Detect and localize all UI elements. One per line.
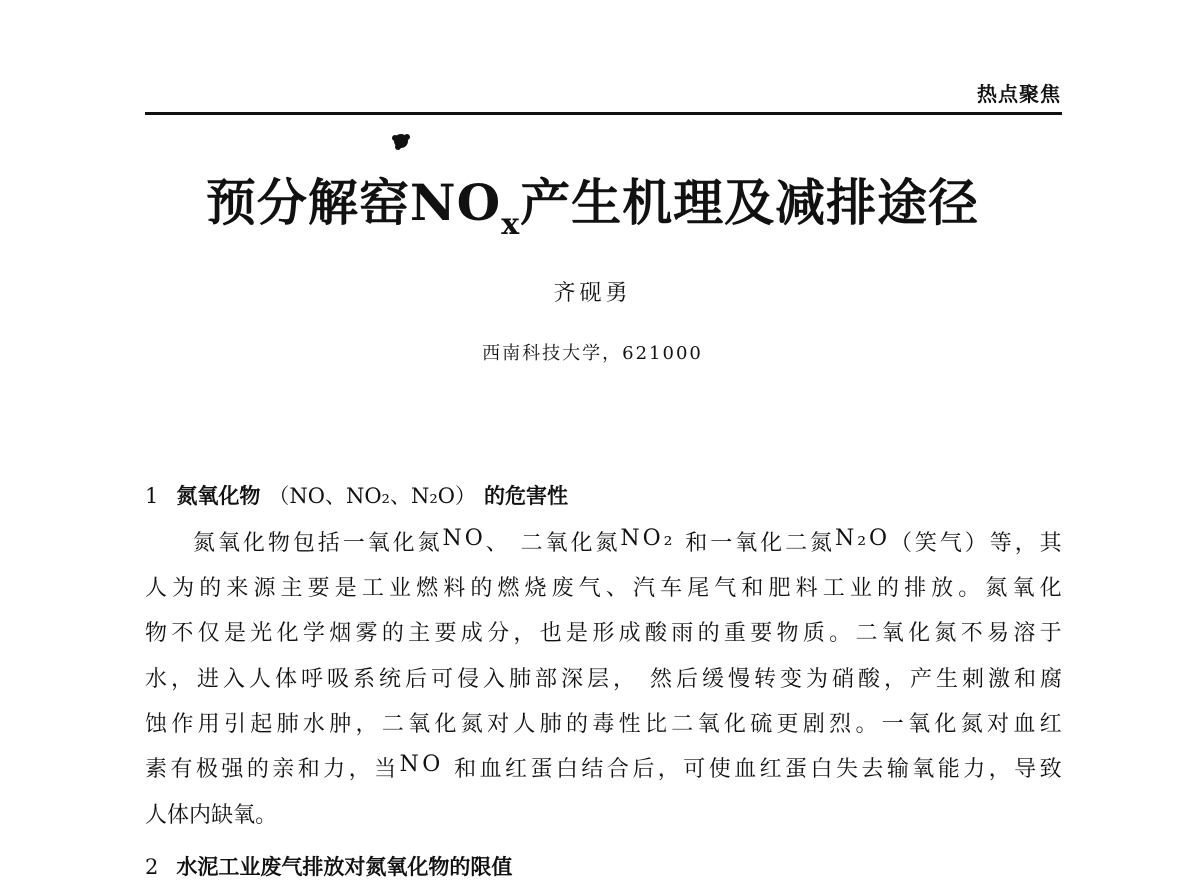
line-glyph: 氮 xyxy=(193,531,216,556)
line-glyph: 溶 xyxy=(1013,621,1036,646)
line-glyph: 和 xyxy=(741,576,764,601)
line-glyph: 一 xyxy=(881,712,904,737)
line-glyph: 料 xyxy=(443,576,466,601)
line-glyph: O xyxy=(422,752,441,777)
line-glyph: 化 xyxy=(392,531,415,556)
line-glyph: 雨 xyxy=(671,621,694,646)
line-glyph: 人 xyxy=(145,576,168,601)
line-glyph: 肺 xyxy=(276,712,299,737)
line-glyph: 气 xyxy=(939,531,962,556)
line-glyph: 化 xyxy=(276,621,299,646)
line-glyph: 能 xyxy=(937,757,960,782)
line-glyph: 转 xyxy=(753,667,776,692)
line-glyph: 烧 xyxy=(524,576,547,601)
line-glyph: 氮 xyxy=(985,576,1008,601)
line-glyph: 当 xyxy=(374,757,397,782)
line-glyph: 入 xyxy=(223,667,246,692)
line-glyph: 。 xyxy=(255,803,278,828)
line-glyph xyxy=(639,662,646,693)
line-glyph: 极 xyxy=(195,757,218,782)
line-glyph: 仅 xyxy=(197,621,220,646)
line-glyph: 血 xyxy=(1013,712,1036,737)
line-glyph: 肥 xyxy=(768,576,791,601)
paragraph-line xyxy=(145,798,1062,829)
line-glyph: 光 xyxy=(250,621,273,646)
line-glyph: 氮 xyxy=(960,712,983,737)
line-glyph: 酸 xyxy=(857,667,880,692)
line-glyph: 二 xyxy=(671,712,694,737)
line-glyph: 血 xyxy=(734,757,757,782)
line-glyph: 合 xyxy=(606,757,629,782)
line-glyph: 慢 xyxy=(727,667,750,692)
line-glyph: 易 xyxy=(987,621,1010,646)
line-glyph: 来 xyxy=(226,576,249,601)
line-glyph: 失 xyxy=(835,757,858,782)
line-glyph: 源 xyxy=(253,576,276,601)
line-glyph: ， xyxy=(988,757,1011,782)
line-glyph: 刺 xyxy=(961,667,984,692)
title-prefix: 预分解窑NO xyxy=(205,173,502,232)
line-glyph: 后 xyxy=(632,757,655,782)
line-glyph: 二 xyxy=(855,621,878,646)
line-glyph: 放 xyxy=(931,576,954,601)
line-glyph: 肺 xyxy=(539,712,562,737)
line-glyph: 化 xyxy=(1039,576,1062,601)
line-glyph: 氧 xyxy=(233,803,256,828)
line-glyph: 物 xyxy=(776,621,799,646)
line-glyph: 为 xyxy=(805,667,828,692)
line-glyph: 蚀 xyxy=(145,712,168,737)
line-glyph: 侵 xyxy=(457,667,480,692)
line-glyph: 二 xyxy=(381,712,404,737)
line-glyph: 的 xyxy=(381,621,404,646)
line-glyph: ， xyxy=(613,667,636,692)
header-rule xyxy=(145,112,1062,115)
line-glyph: 引 xyxy=(223,712,246,737)
line-glyph: 要 xyxy=(307,576,330,601)
line-glyph: 亲 xyxy=(272,757,295,782)
line-glyph: 水 xyxy=(145,667,168,692)
line-glyph: 的 xyxy=(566,712,589,737)
line-glyph: 系 xyxy=(353,667,376,692)
line-glyph: 变 xyxy=(779,667,802,692)
line-glyph: 产 xyxy=(909,667,932,692)
line-glyph: 要 xyxy=(434,621,457,646)
line-glyph: 燃 xyxy=(497,576,520,601)
line-glyph: 体 xyxy=(275,667,298,692)
line-glyph: 后 xyxy=(405,667,428,692)
line-glyph: 缺 xyxy=(211,803,234,828)
line-glyph: 业 xyxy=(849,576,872,601)
line-glyph: 工 xyxy=(822,576,845,601)
line-glyph: 汽 xyxy=(632,576,655,601)
line-glyph: 氧 xyxy=(697,712,720,737)
line-glyph: 人 xyxy=(249,667,272,692)
paragraph-line xyxy=(145,571,1062,602)
line-glyph: 二 xyxy=(785,531,808,556)
paragraph-line xyxy=(145,616,1062,647)
line-glyph: 氧 xyxy=(912,757,935,782)
line-glyph: ， xyxy=(355,712,378,737)
line-glyph: 雾 xyxy=(355,621,378,646)
line-glyph: 人 xyxy=(145,803,168,828)
line-glyph: 于 xyxy=(1039,621,1062,646)
line-glyph: 有 xyxy=(170,757,193,782)
line-glyph: ， xyxy=(513,621,536,646)
line-glyph: 不 xyxy=(171,621,194,646)
line-glyph: 强 xyxy=(221,757,244,782)
line-glyph: N xyxy=(620,526,640,551)
line-glyph: 氧 xyxy=(545,531,568,556)
line-glyph: 然 xyxy=(649,667,672,692)
line-glyph: 体 xyxy=(167,803,190,828)
running-header-section-label: 热点聚焦 xyxy=(977,82,1061,106)
line-glyph: 可 xyxy=(683,757,706,782)
line-glyph: 工 xyxy=(361,576,384,601)
line-glyph: N xyxy=(442,526,462,551)
line-glyph: 肿 xyxy=(329,712,352,737)
line-glyph: 去 xyxy=(861,757,884,782)
line-glyph: ， xyxy=(1014,531,1037,556)
paragraph-line xyxy=(145,707,1062,738)
paragraph-line xyxy=(145,662,1062,693)
section-1-heading-suffix: 的危害性 xyxy=(484,484,568,508)
line-glyph: 力 xyxy=(963,757,986,782)
line-glyph: 和 xyxy=(454,757,477,782)
line-glyph: 化 xyxy=(723,712,746,737)
line-glyph: 、 xyxy=(605,576,628,601)
section-1-heading xyxy=(145,480,568,510)
article-title xyxy=(0,168,1185,246)
line-glyph: 废 xyxy=(551,576,574,601)
line-glyph: 主 xyxy=(280,576,303,601)
line-glyph: N xyxy=(399,752,419,777)
line-glyph: 、 xyxy=(485,531,508,556)
line-glyph: 质 xyxy=(802,621,825,646)
line-glyph: 氧 xyxy=(217,531,240,556)
line-glyph: 尾 xyxy=(687,576,710,601)
line-glyph: 物 xyxy=(145,621,168,646)
line-glyph: 一 xyxy=(710,531,733,556)
line-glyph: 等 xyxy=(989,531,1012,556)
line-glyph: 硫 xyxy=(750,712,773,737)
line-glyph: 重 xyxy=(723,621,746,646)
line-glyph: 也 xyxy=(539,621,562,646)
line-glyph: 气 xyxy=(714,576,737,601)
line-glyph: 氮 xyxy=(460,712,483,737)
line-glyph: 分 xyxy=(487,621,510,646)
line-glyph: 红 xyxy=(1039,712,1062,737)
line-glyph: 化 xyxy=(908,621,931,646)
line-glyph xyxy=(444,752,451,783)
line-glyph: 烈 xyxy=(829,712,852,737)
line-glyph: 和 xyxy=(297,757,320,782)
section-2-heading xyxy=(145,851,512,881)
line-glyph: 对 xyxy=(487,712,510,737)
line-glyph: 素 xyxy=(145,757,168,782)
line-glyph: 对 xyxy=(987,712,1010,737)
line-glyph: 统 xyxy=(379,667,402,692)
line-glyph: 的 xyxy=(199,576,222,601)
line-glyph: 使 xyxy=(708,757,731,782)
line-glyph: 的 xyxy=(876,576,899,601)
line-glyph: 腐 xyxy=(1039,667,1062,692)
line-glyph: 的 xyxy=(246,757,269,782)
line-glyph: 可 xyxy=(431,667,454,692)
line-glyph: 氮 xyxy=(417,531,440,556)
line-glyph: 料 xyxy=(795,576,818,601)
line-glyph: 肺 xyxy=(509,667,532,692)
line-glyph: 氧 xyxy=(908,712,931,737)
line-glyph: 化 xyxy=(570,531,593,556)
line-glyph: ， xyxy=(657,757,680,782)
line-glyph: 剧 xyxy=(802,712,825,737)
paragraph-line xyxy=(145,752,1062,783)
line-glyph: ₂ xyxy=(663,526,673,551)
line-glyph: 用 xyxy=(197,712,220,737)
line-glyph: 主 xyxy=(408,621,431,646)
line-glyph: 氧 xyxy=(881,621,904,646)
line-glyph: 氮 xyxy=(595,531,618,556)
line-glyph: 不 xyxy=(960,621,983,646)
line-glyph: 进 xyxy=(197,667,220,692)
line-glyph: 激 xyxy=(987,667,1010,692)
line-glyph: 成 xyxy=(460,621,483,646)
author-affiliation: 西南科技大学，621000 xyxy=(482,343,703,364)
line-glyph: ， xyxy=(171,667,194,692)
line-glyph: 白 xyxy=(555,757,578,782)
section-1-number: 1 xyxy=(145,484,159,508)
line-glyph: 作 xyxy=(171,712,194,737)
line-glyph: O xyxy=(868,526,887,551)
line-glyph: N xyxy=(835,526,855,551)
line-glyph: 后 xyxy=(675,667,698,692)
line-glyph: 内 xyxy=(189,803,212,828)
line-glyph: 包 xyxy=(292,531,315,556)
line-glyph: O xyxy=(464,526,483,551)
line-glyph: 气 xyxy=(578,576,601,601)
line-glyph: 车 xyxy=(660,576,683,601)
line-glyph: 氧 xyxy=(408,712,431,737)
line-glyph: 水 xyxy=(302,712,325,737)
line-glyph: 力 xyxy=(323,757,346,782)
line-glyph: 括 xyxy=(317,531,340,556)
line-glyph: 更 xyxy=(776,712,799,737)
line-glyph: 毒 xyxy=(592,712,615,737)
line-glyph: 化 xyxy=(934,712,957,737)
line-glyph: 红 xyxy=(759,757,782,782)
line-glyph: （ xyxy=(889,531,912,556)
line-glyph: 是 xyxy=(223,621,246,646)
line-glyph: 生 xyxy=(935,667,958,692)
line-glyph: 输 xyxy=(886,757,909,782)
line-glyph: 。 xyxy=(958,576,981,601)
line-glyph: 形 xyxy=(592,621,615,646)
line-glyph xyxy=(675,526,682,557)
line-glyph: 比 xyxy=(644,712,667,737)
article-author: 齐砚勇 xyxy=(553,281,632,306)
line-glyph: 蛋 xyxy=(530,757,553,782)
line-glyph: 氧 xyxy=(367,531,390,556)
line-glyph: 笑 xyxy=(914,531,937,556)
line-glyph: 血 xyxy=(479,757,502,782)
line-glyph: 和 xyxy=(1013,667,1036,692)
line-glyph: 化 xyxy=(434,712,457,737)
line-glyph: 氮 xyxy=(810,531,833,556)
line-glyph: 氮 xyxy=(934,621,957,646)
line-glyph: 导 xyxy=(1014,757,1037,782)
line-glyph: 和 xyxy=(685,531,708,556)
line-glyph: 。 xyxy=(855,712,878,737)
line-glyph: 部 xyxy=(535,667,558,692)
line-glyph: 氧 xyxy=(1012,576,1035,601)
line-glyph: 学 xyxy=(302,621,325,646)
section-2-heading-text: 水泥工业废气排放对氮氧化物的限值 xyxy=(176,855,513,879)
line-glyph: ₂ xyxy=(857,526,867,551)
line-glyph: 起 xyxy=(250,712,273,737)
line-glyph xyxy=(511,526,518,557)
line-glyph: ） xyxy=(964,531,987,556)
line-glyph: 业 xyxy=(388,576,411,601)
line-glyph: 排 xyxy=(904,576,927,601)
line-glyph: 呼 xyxy=(301,667,324,692)
line-glyph: 其 xyxy=(1039,531,1062,556)
line-glyph: 氧 xyxy=(735,531,758,556)
line-glyph: 吸 xyxy=(327,667,350,692)
line-glyph: 的 xyxy=(470,576,493,601)
line-glyph: 性 xyxy=(618,712,641,737)
line-glyph: O xyxy=(642,526,661,551)
line-glyph: 蛋 xyxy=(785,757,808,782)
line-glyph: 。 xyxy=(829,621,852,646)
title-subscript: x xyxy=(501,207,521,242)
line-glyph: 白 xyxy=(810,757,833,782)
line-glyph: 为 xyxy=(172,576,195,601)
line-glyph: 致 xyxy=(1039,757,1062,782)
title-suffix: 产生机理及减排途径 xyxy=(520,173,980,232)
line-glyph: 结 xyxy=(581,757,604,782)
line-glyph: 二 xyxy=(520,531,543,556)
line-glyph: 硝 xyxy=(831,667,854,692)
line-glyph: 一 xyxy=(342,531,365,556)
line-glyph: 要 xyxy=(750,621,773,646)
line-glyph: 成 xyxy=(618,621,641,646)
line-glyph: 深 xyxy=(561,667,584,692)
line-glyph: 层 xyxy=(587,667,610,692)
line-glyph: 是 xyxy=(566,621,589,646)
line-glyph: 酸 xyxy=(644,621,667,646)
decorative-ornament-icon xyxy=(390,130,412,152)
section-1-heading-prefix: 氮氧化物 xyxy=(176,484,261,508)
line-glyph: ， xyxy=(883,667,906,692)
line-glyph: 化 xyxy=(760,531,783,556)
line-glyph: 化 xyxy=(242,531,265,556)
line-glyph: 烟 xyxy=(329,621,352,646)
line-glyph: 红 xyxy=(505,757,528,782)
paragraph-line xyxy=(193,526,1062,557)
line-glyph: 物 xyxy=(267,531,290,556)
line-glyph: 是 xyxy=(334,576,357,601)
section-2-number: 2 xyxy=(145,855,159,879)
line-glyph: 入 xyxy=(483,667,506,692)
line-glyph: 缓 xyxy=(701,667,724,692)
line-glyph: 的 xyxy=(697,621,720,646)
line-glyph: 燃 xyxy=(416,576,439,601)
line-glyph: 人 xyxy=(513,712,536,737)
section-1-heading-formula: （NO、NO₂、N₂O） xyxy=(268,484,476,508)
line-glyph: ， xyxy=(348,757,371,782)
